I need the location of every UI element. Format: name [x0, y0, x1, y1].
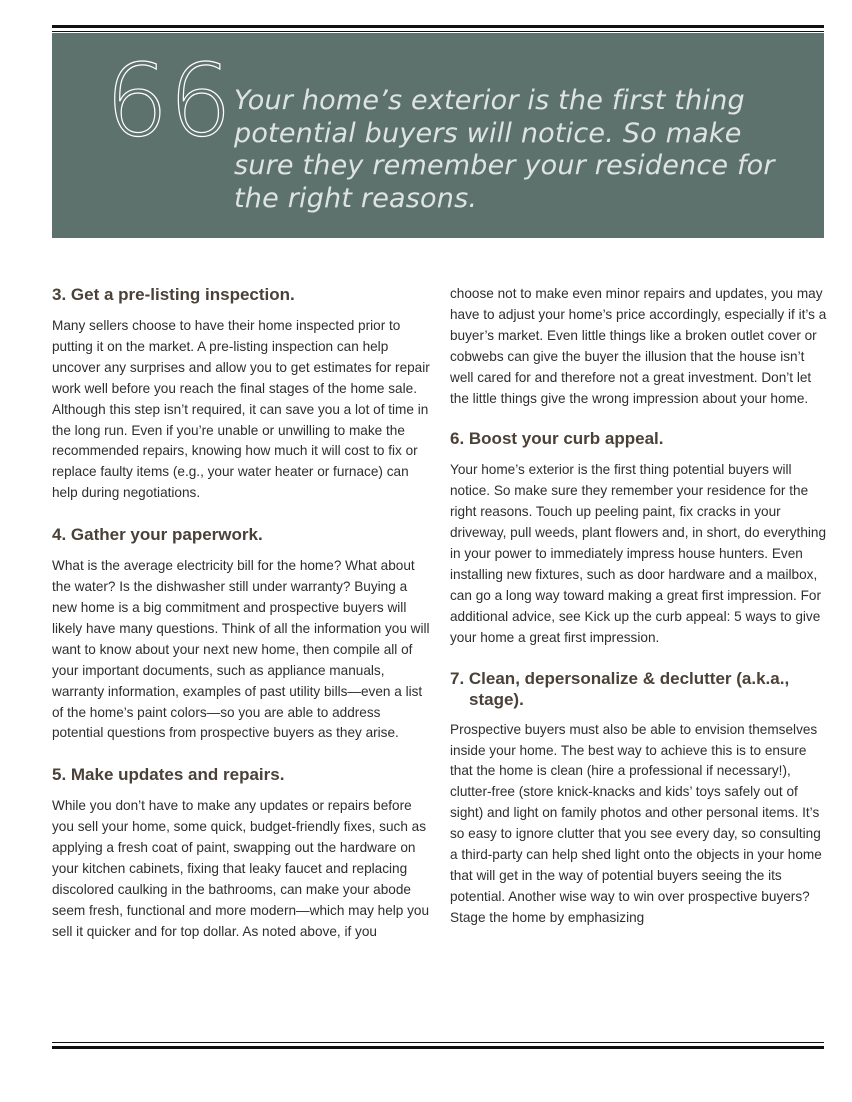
section-3-body: Many sellers choose to have their home inspected prior to putting it on the market. A pre-listing inspection can help uncover any surprises and allow you to get estimates for repair work well before you reach the final stages of the home sale. Although this step isn’t required, it can save you a lot of time in the long run. Even if you’re unable or unwilling to make the recommended repairs, knowing how much it will cost to fix or replace faulty items (e.g., your water heater or furnace) can help during negotiations. [52, 318, 430, 501]
bottom-rule-thin [52, 1042, 824, 1043]
top-rule-thin [52, 31, 824, 32]
section-5-body-continued: choose not to make even minor repairs and updates, you may have to adjust your home’s price accordingly, especially if it’s a buyer’s market. Even little things like a broken outlet cover or cobwebs can give the buyer the illusion that the house isn’t well cared for and therefore not a great investment. Don’t let the little things give the wrong impression about your home. [450, 286, 827, 406]
section-4-heading: 4. Gather your paperwork. [52, 525, 263, 545]
section-6-heading: 6. Boost your curb appeal. [450, 429, 664, 449]
quote-mark-icon [105, 42, 233, 159]
section-7-body: Prospective buyers must also be able to envision themselves inside your home. The best way to achieve this is to ensure that the home is clean (hire a professional if necessary!), clutter-free (store knick-knacks and kids’ toys safely out of sight) and light on family photos and other personal items. It’s so easy to ignore clutter that you see every day, so consulting a third-party can help shed light onto the objects in your home that will get in the way of potential buyers seeing the its potential. Another wise way to win over prospective buyers? Stage the home by emphasizing [450, 721, 822, 925]
section-5-body: While you don’t have to make any updates or repairs before you sell your home, some quick, budget-friendly fixes, such as applying a fresh coat of paint, swapping out the hardware on your kitchen cabinets, fixing that leaky faucet and replacing discolored caulking in the bathrooms, can make your abode seem fresh, functional and more modern—which may help you sell it quicker and for top dollar. As noted above, if you [52, 798, 430, 939]
pull-quote-text: Your home’s exterior is the first thing potential buyers will notice. So make sure they remember your residence for the right reasons. [234, 85, 775, 214]
section-4-body: What is the average electricity bill for the home? What about the water? Is the dishwasher still under warranty? Buying a new home is a big commitment and prospective buyers will likely have many questions. Think of all the information you will want to know about your next new home, then compile all of your important documents, such as appliance manuals, warranty information, examples of past utility bills—even a list of the home’s paint colors—so you are able to address potential questions from prospective buyers as they arise. [52, 558, 430, 741]
quote-mark-text: 66 [105, 42, 233, 159]
bottom-rule-thick [52, 1046, 824, 1049]
section-3-heading: 3. Get a pre-listing inspection. [52, 285, 295, 304]
section-5-heading: 5. Make updates and repairs. [52, 765, 285, 785]
right-column [450, 284, 828, 929]
section-7-heading: 7. Clean, depersonalize & declutter (a.k.a., stage). [450, 668, 790, 709]
top-rule-thick [52, 25, 824, 28]
left-column [52, 284, 430, 943]
pull-quote-banner [52, 33, 824, 238]
section-6-body: Your home’s exterior is the first thing potential buyers will notice. So make sure they remember your residence for the right reasons. Touch up peeling paint, fix cracks in your driveway, pull weeds, plant flowers and, in short, do everything in your power to immediately impress house hunters. Even installing new fixtures, such as door hardware and a mailbox, can go a long way toward making a great first impression. For additional advice, see Kick up the curb appeal: 5 ways to give your home a great first impression. [450, 462, 827, 645]
